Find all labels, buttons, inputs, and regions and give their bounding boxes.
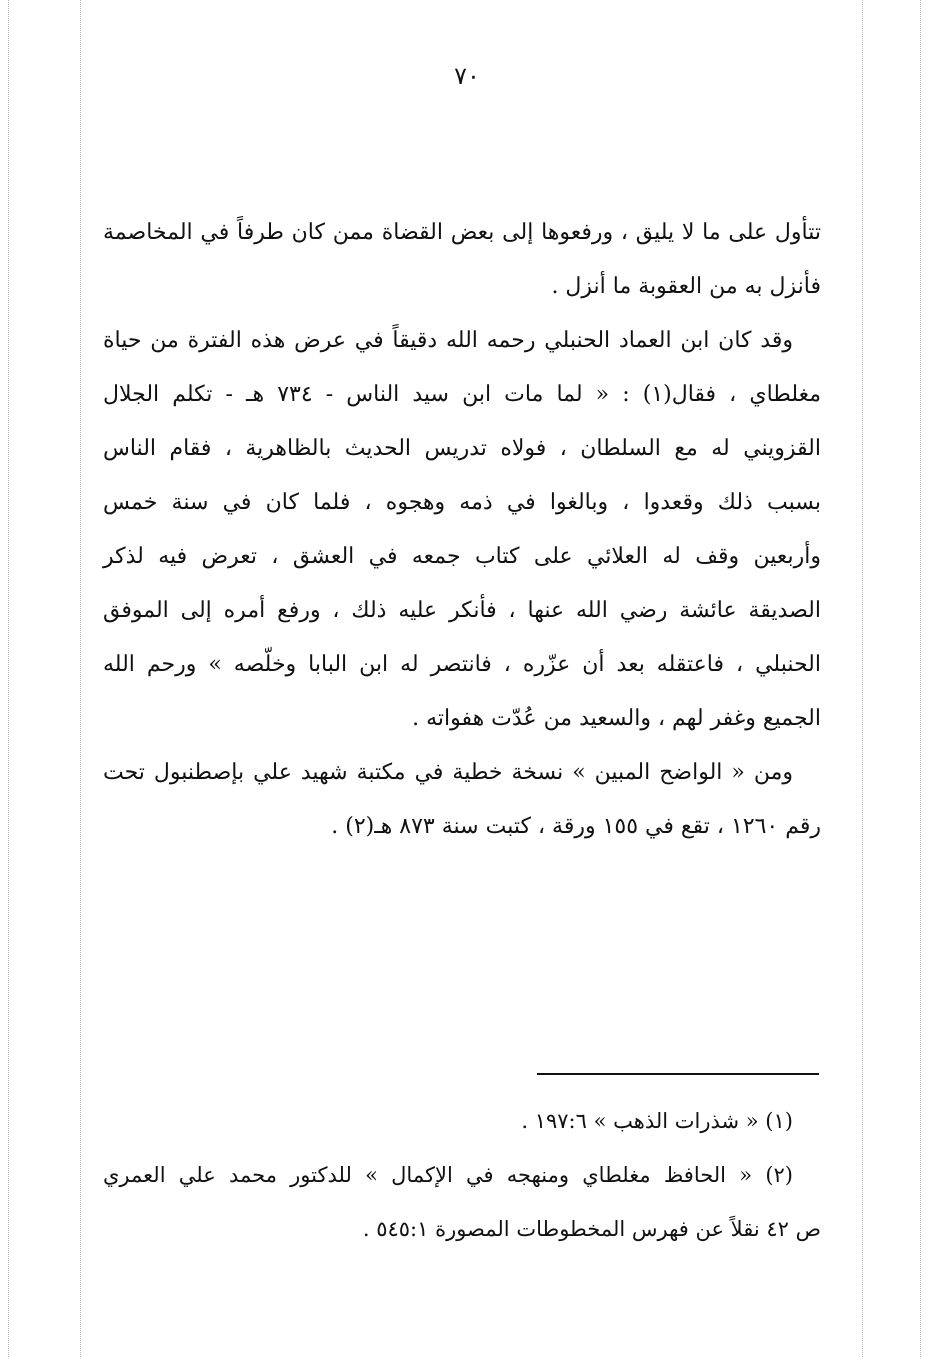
text-line: تتأول على ما لا يليق ، ورفعوها إلى بعض القضاة ممن كان طرفاً في المخاصمة bbox=[103, 220, 821, 245]
page-number: ٧٠ bbox=[454, 62, 480, 90]
text-line: وقد كان ابن العماد الحنبلي رحمه الله دقيقاً في عرض هذه الفترة من حياة bbox=[103, 328, 794, 353]
text-line: الحنبلي ، فاعتقله بعد أن عزّره ، فانتصر له ابن البابا وخلّصه » ورحم الله bbox=[103, 652, 821, 677]
scan-edge-dots-right bbox=[920, 0, 921, 1357]
text-line: مغلطاي ، فقال(١) : « لما مات ابن سيد الناس - ٧٣٤ هـ - تكلم الجلال bbox=[103, 382, 822, 407]
text-line: ومن « الواضح المبين » نسخة خطية في مكتبة شهيد علي بإصطنبول تحت bbox=[103, 760, 793, 785]
text-line: بسبب ذلك وقعدوا ، وبالغوا في ذمه وهجوه ، فلما كان في سنة خمس bbox=[103, 490, 821, 515]
text-line: وأربعين وقف له العلائي على كتاب جمعه في العشق ، تعرض فيه لذكر bbox=[103, 544, 821, 569]
scan-edge-dots-left bbox=[8, 0, 9, 1357]
text-line: فأنزل به من العقوبة ما أنزل . bbox=[551, 274, 821, 299]
footnote-line: (١) « شذرات الذهب » ١٩٧:٦ . bbox=[521, 1109, 793, 1133]
footnote-separator bbox=[537, 1073, 819, 1075]
footnote-line: (٢) « الحافظ مغلطاي ومنهجه في الإكمال » للدكتور محمد علي العمري bbox=[103, 1163, 793, 1187]
text-line: القزويني له مع السلطان ، فولاه تدريس الحديث بالظاهرية ، فقام الناس bbox=[103, 436, 821, 461]
text-line: الجميع وغفر لهم ، والسعيد من عُدّت هفواته . bbox=[412, 706, 821, 731]
footnote-line: ص ٤٢ نقلاً عن فهرس المخطوطات المصورة ٥٤٥:١ . bbox=[362, 1217, 821, 1241]
text-line: الصديقة عائشة رضي الله عنها ، فأنكر عليه ذلك ، ورفع أمره إلى الموفق bbox=[103, 598, 821, 623]
scan-margin-dots-left bbox=[80, 0, 81, 1357]
text-line: رقم ١٢٦٠ ، تقع في ١٥٥ ورقة ، كتبت سنة ٨٧٣ هـ(٢) . bbox=[331, 814, 821, 839]
scan-margin-dots-right bbox=[862, 0, 863, 1357]
